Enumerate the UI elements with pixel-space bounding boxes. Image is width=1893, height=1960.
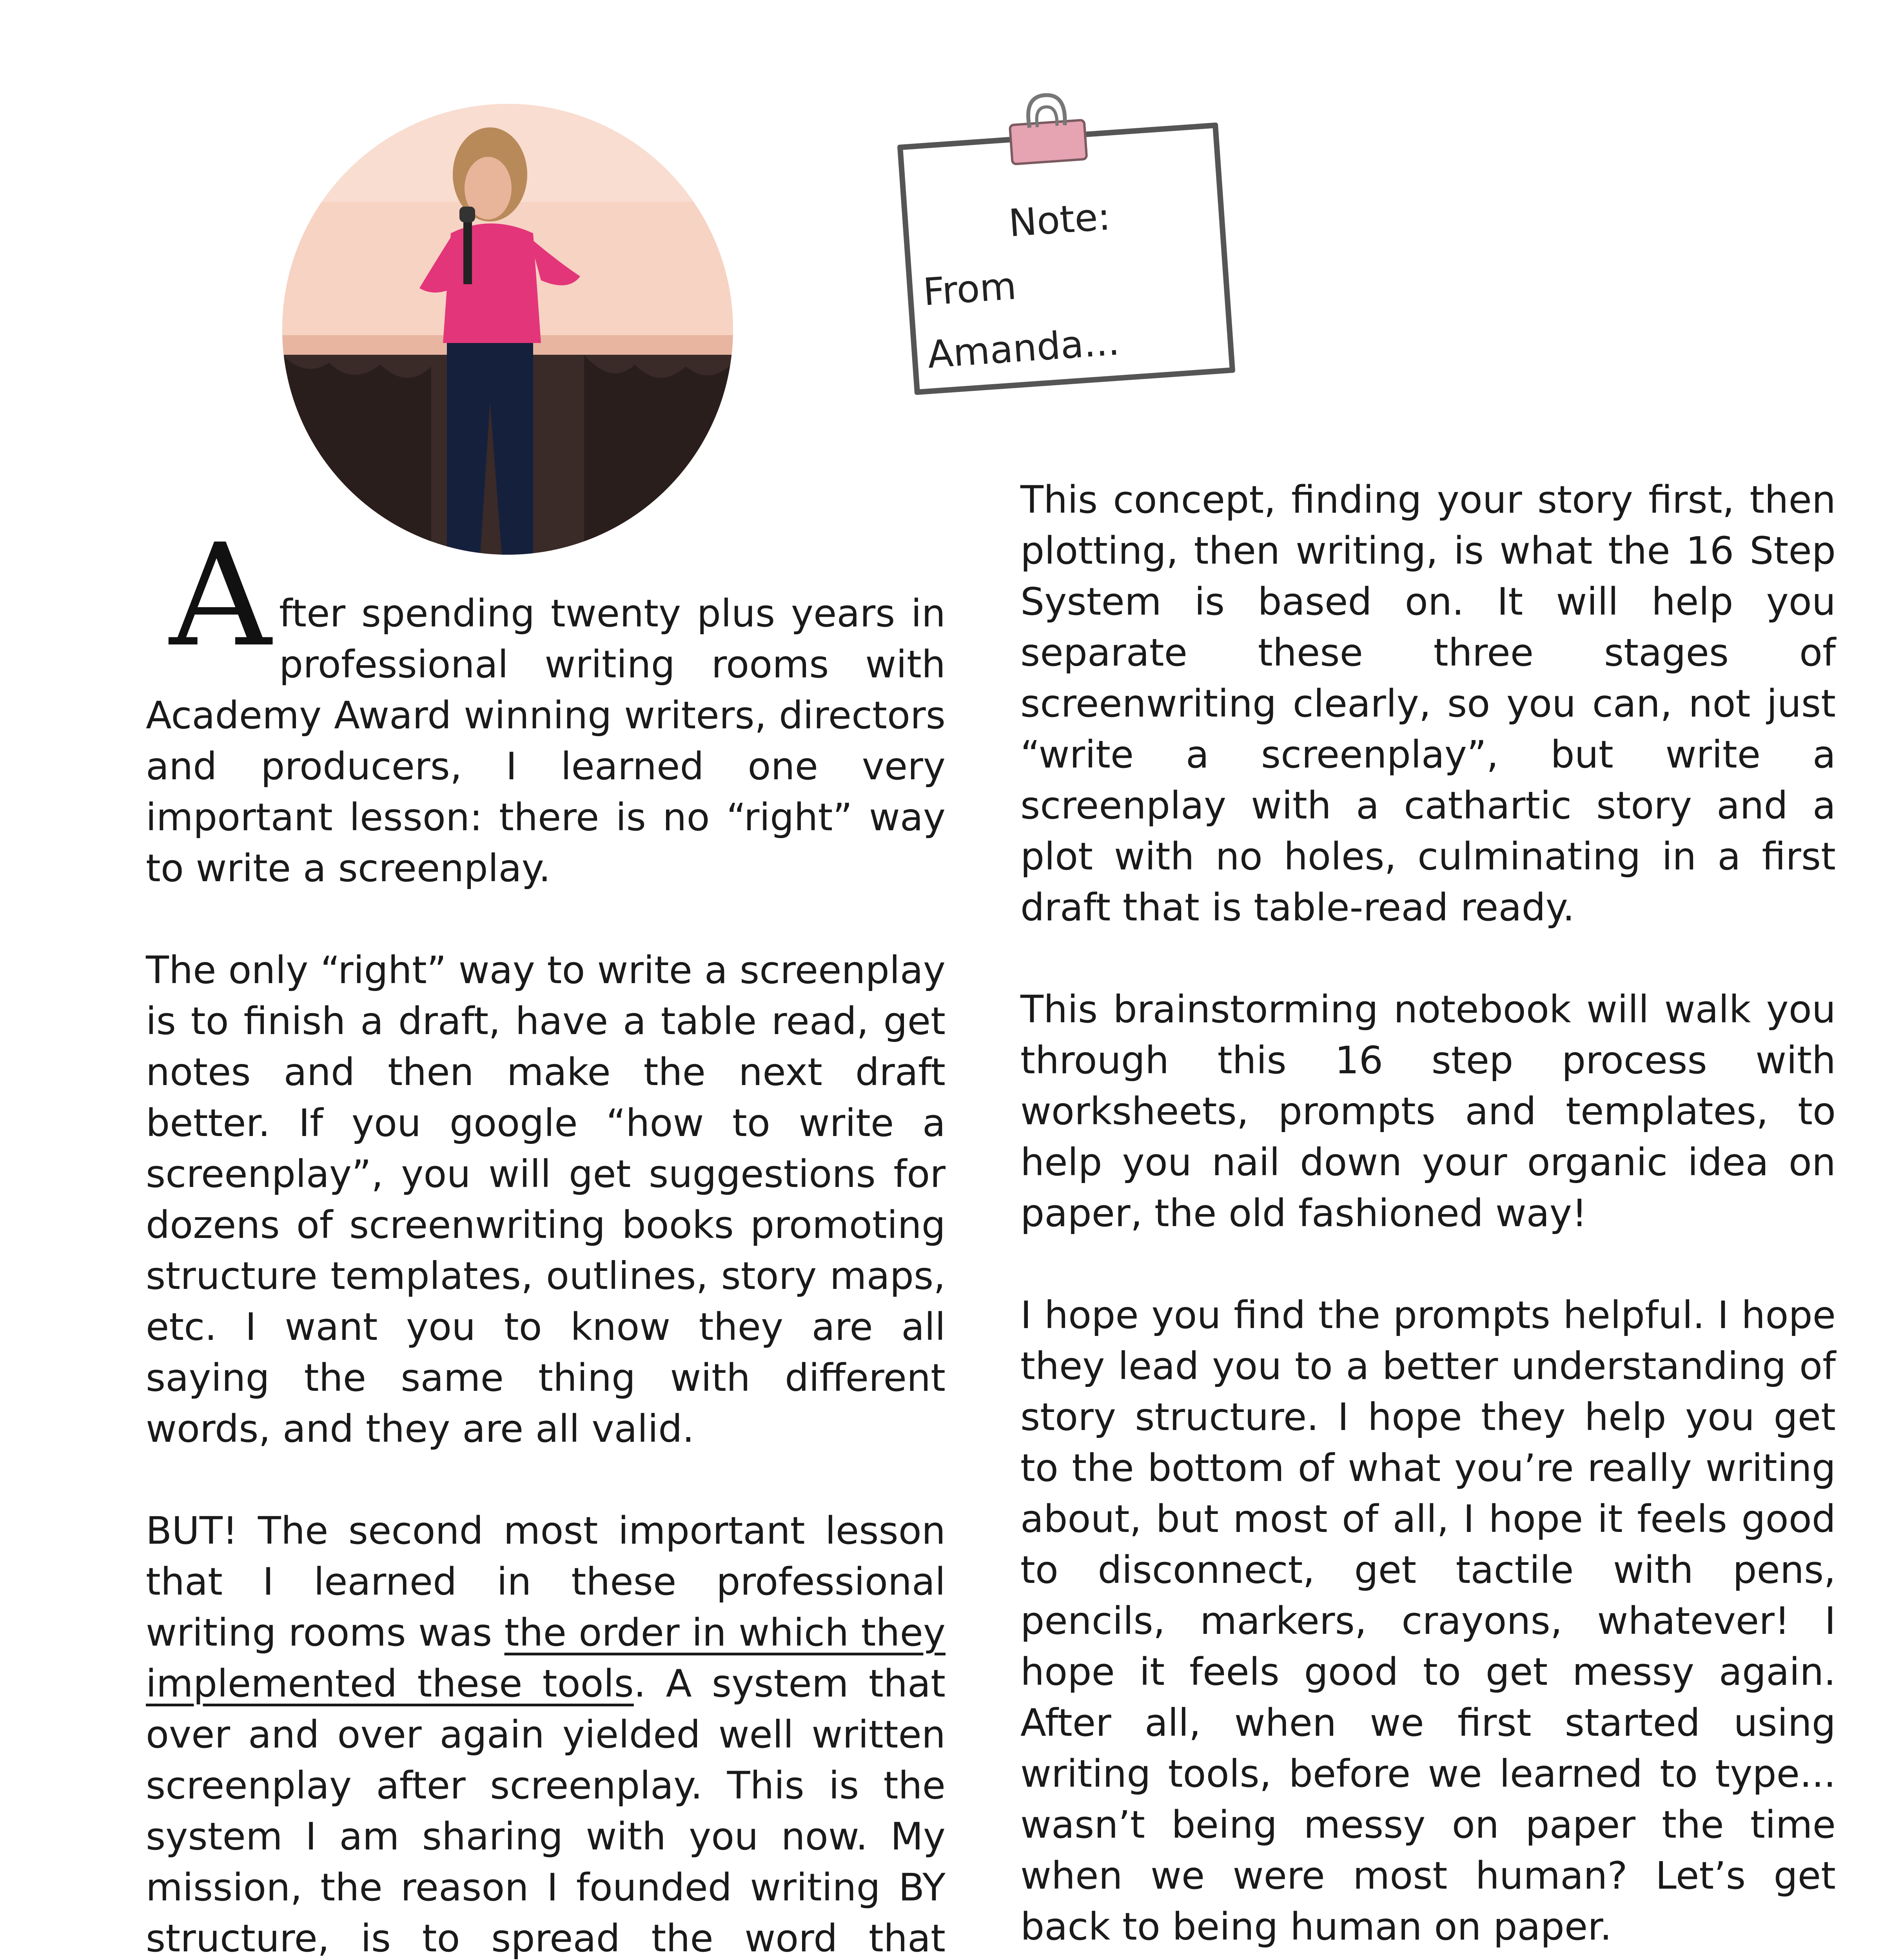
paper-clip-icon	[1000, 88, 1095, 173]
drop-cap: A	[169, 514, 271, 678]
paragraph-3-end: . A system that over and over again yielded well written screenplay after screenplay. This is the system I am sharing with you now. My mission, the reason I founded writing BY structure, is to spread the word that	[146, 1661, 946, 1960]
underlined-phrase: the order in which they implemented these tools	[146, 1610, 946, 1706]
paragraph-1	[146, 514, 946, 894]
note-label: Note:	[1007, 194, 1112, 245]
paragraph-6: I hope you find the prompts helpful. I hope they lead you to a better understanding of story structure. I hope they help you get to the bottom of what you’re really writing about, but most of all, I hope it feels good to disconnect, get tactile with pens, pencils, markers, crayons, whatever! I hope it feels good to get messy again. After all, when we first started using writing tools, before we learned to type... wasn’t being messy on paper the time when we were most human? Let’s get back to being human on paper.	[1020, 1293, 1836, 1949]
paragraph-3	[146, 1505, 946, 1960]
left-column	[146, 514, 946, 1960]
paragraph-2: The only “right” way to write a screenplay is to finish a draft, have a table read, get notes and then make the next draft better. If you google “how to write a screenplay”, you will get suggestions for dozens of screenwriting books promoting structure templates, outlines, story maps, etc. I want you to know they are all saying the same thing with different words, and they are all valid.	[146, 948, 946, 1451]
right-column	[1020, 474, 1836, 1960]
note-card	[897, 122, 1236, 395]
paragraph-5: This brainstorming notebook will walk you through this 16 step process with worksheets, prompts and templates, to help you nail down your organic idea on paper, the old fashioned way!	[1020, 987, 1836, 1235]
note-text	[917, 178, 1219, 386]
author-photo	[282, 104, 733, 555]
paragraph-4: This concept, finding your story first, then plotting, then writing, is what the 16 Step System is based on. It will help you separate these three stages of screenwriting clearly, so you can, not just “write a screenplay”, but write a screenplay with a cathartic story and a plot with no holes, culminating in a first draft that is table-read ready.	[1020, 477, 1836, 929]
note-from: From Amanda...	[922, 264, 1121, 377]
paragraph-3-start: BUT! The second most important lesson that I learned in these professional writing rooms was	[146, 1508, 946, 1655]
paragraph-1-text: fter spending twenty plus years in professional writing rooms with Academy Award winning writers, directors and producers, I learned one very important lesson: there is no “right” way to write a screenplay.	[146, 591, 946, 890]
